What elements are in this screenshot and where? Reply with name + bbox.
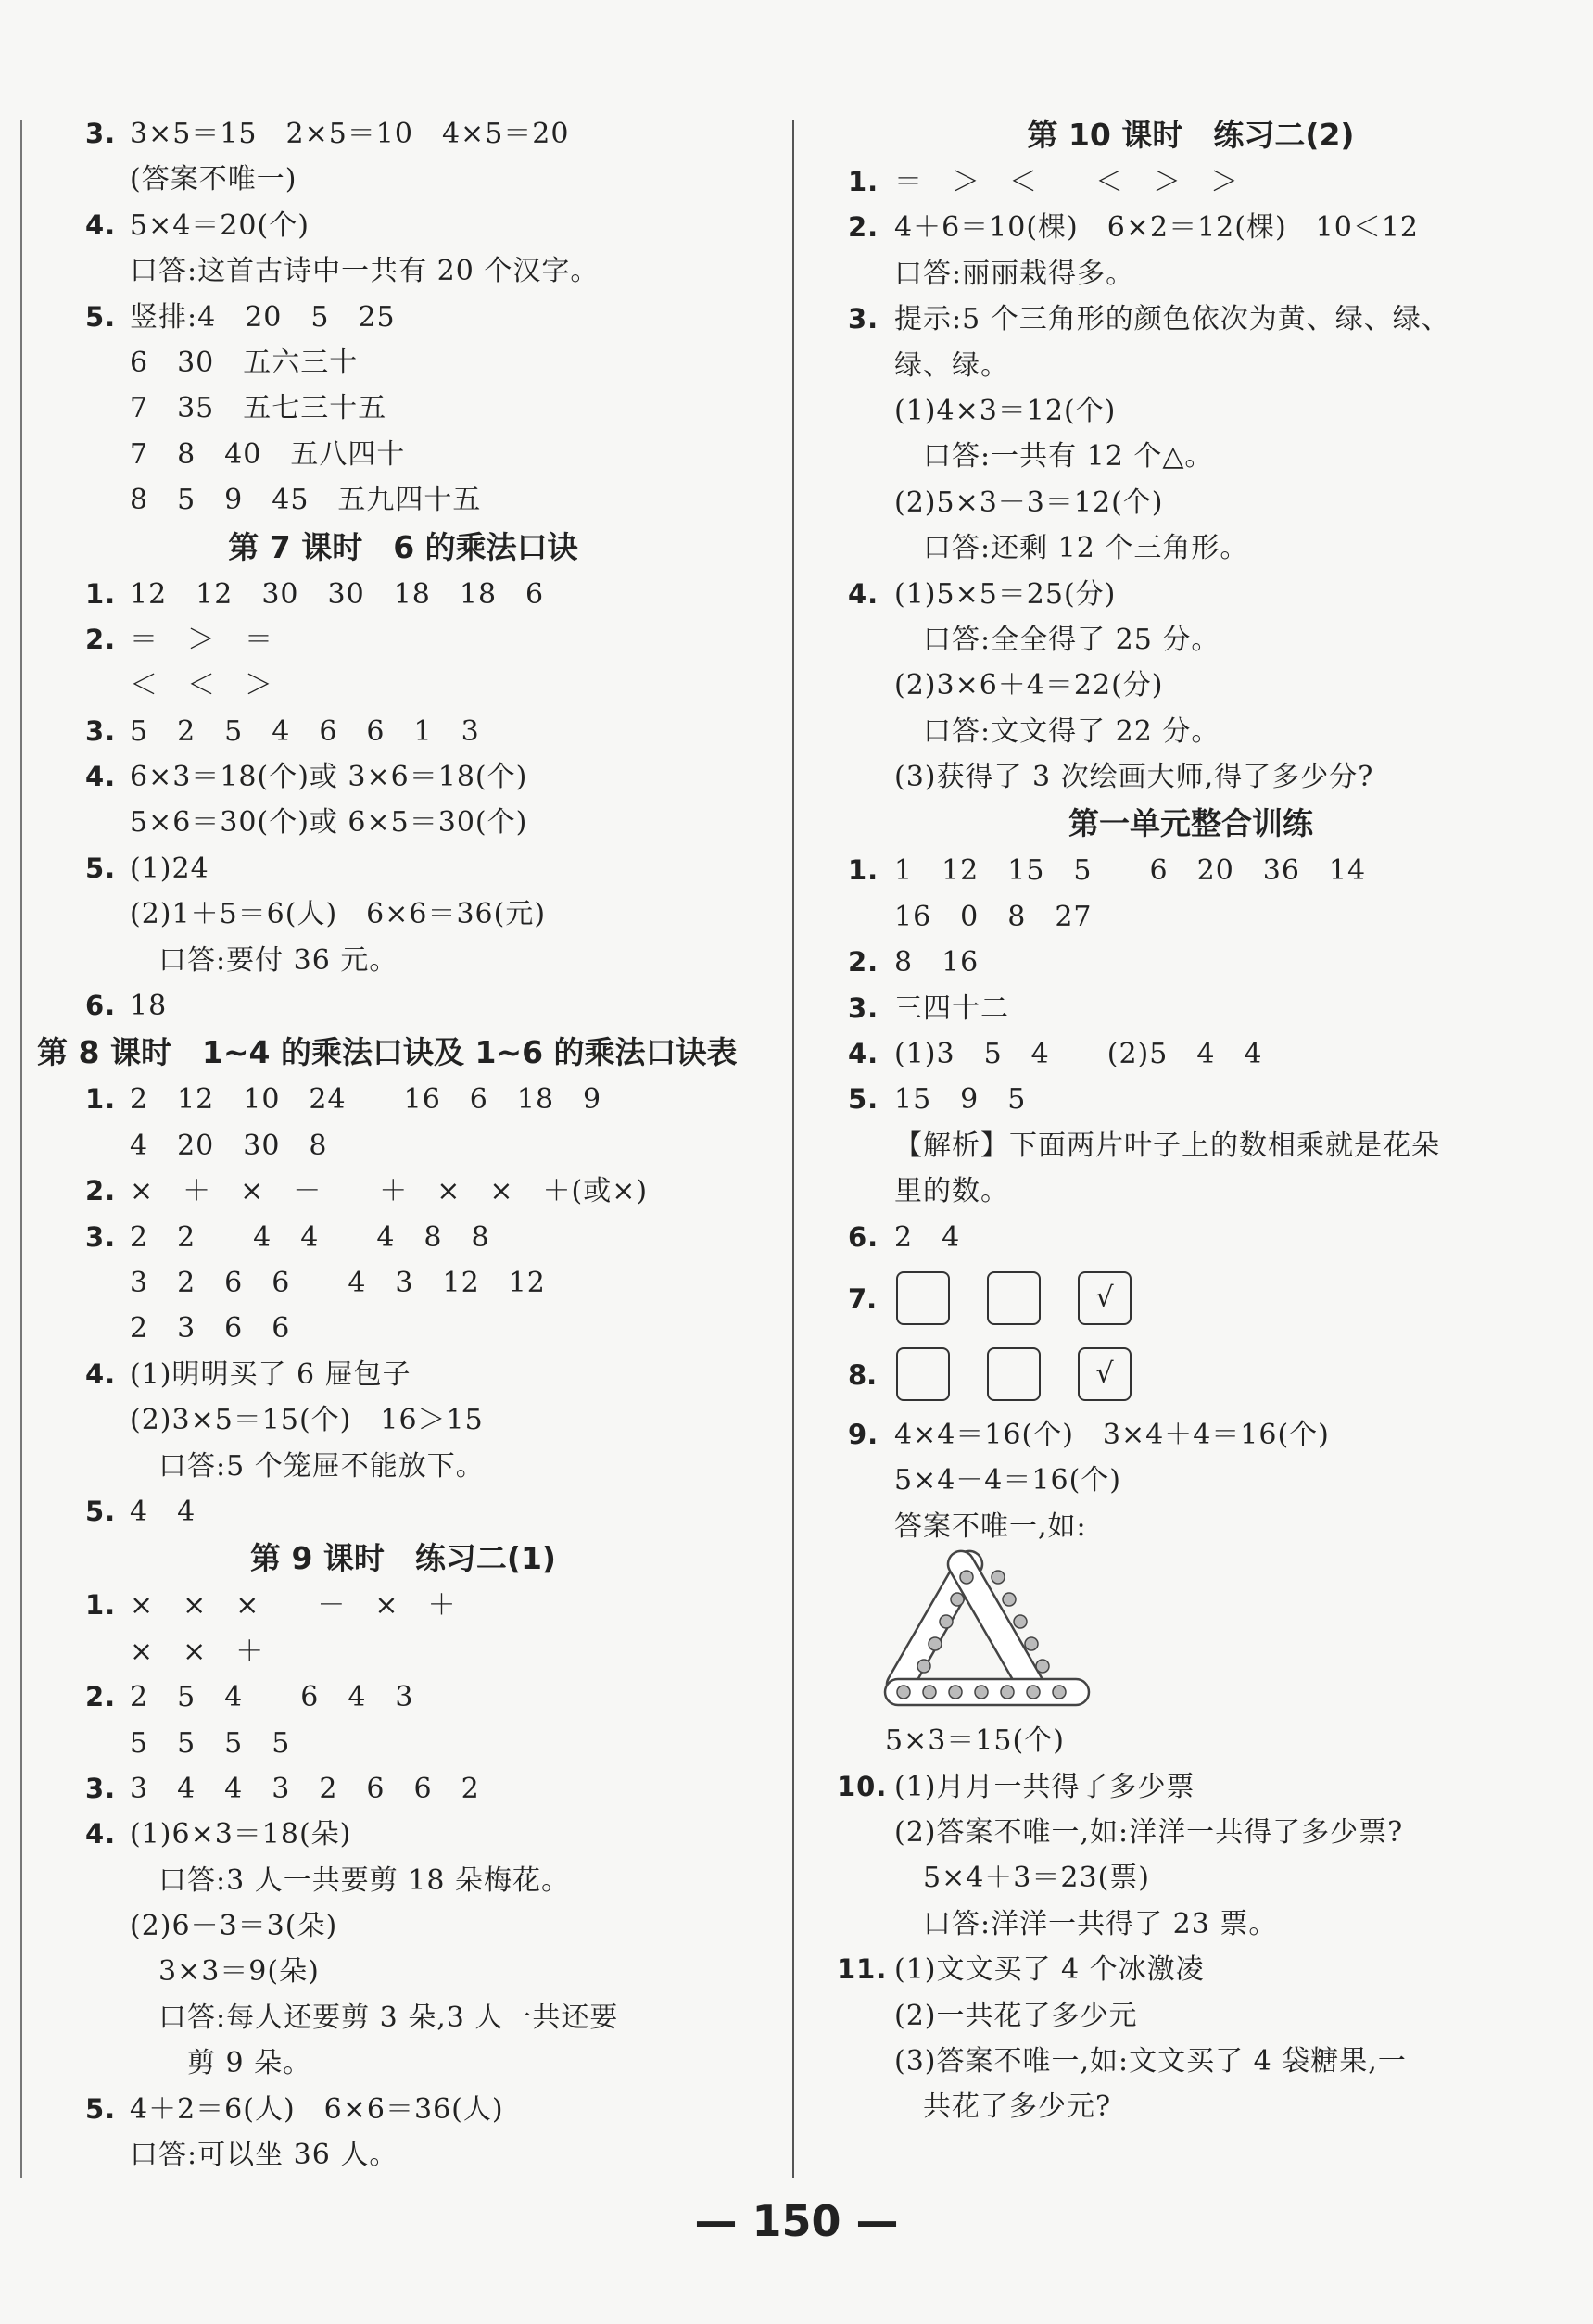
question-number: 2. — [848, 946, 879, 979]
question-number: 6. — [85, 990, 117, 1022]
answer-line — [37, 1903, 769, 1949]
answer-line — [820, 1855, 1561, 1901]
answer-line — [820, 297, 1561, 342]
answer-text: 5×4＋3＝23(票) — [894, 1862, 1150, 1895]
answer-text: (2)5×3－3＝12(个) — [894, 486, 1164, 519]
answer-line — [820, 480, 1561, 525]
question-number: 2. — [85, 1175, 117, 1207]
answer-text: (2)1＋5＝6(人) 6×6＝36(元) — [130, 898, 547, 931]
answer-text: 3×5＝15 2×5＝10 4×5＝20 — [130, 118, 570, 150]
answer-line — [37, 1812, 769, 1857]
section-title: 第 7 课时 6 的乘法口诀 — [228, 528, 578, 565]
answer-line — [820, 617, 1561, 663]
answer-text: 3 4 4 3 2 6 6 2 — [130, 1772, 480, 1805]
answer-text: × ＋ × － ＋ × × ＋(或×) — [130, 1175, 649, 1208]
answer-line — [820, 1764, 1561, 1810]
question-number: 3. — [848, 303, 879, 335]
question-number: 2. — [85, 623, 117, 655]
answer-text: 5×3＝15(个) — [885, 1724, 1065, 1758]
answer-line — [37, 340, 769, 385]
answer-line — [37, 800, 769, 845]
question-number: 1. — [85, 1083, 117, 1116]
answer-line — [37, 983, 769, 1029]
answer-line — [820, 986, 1561, 1031]
answer-text: 绿、绿。 — [894, 348, 1009, 382]
answer-line — [820, 663, 1561, 708]
section-title: 第 10 课时 练习二(2) — [1027, 117, 1355, 153]
answer-line — [37, 1397, 769, 1443]
answer-text: 共花了多少元? — [894, 2090, 1112, 2124]
answer-line — [37, 1260, 769, 1306]
answer-line — [820, 2084, 1561, 2129]
answer-text: 3×3＝9(朵) — [130, 1955, 320, 1989]
answer-line — [37, 1949, 769, 1994]
answer-line — [37, 157, 769, 202]
question-number: 11. — [837, 1953, 888, 1986]
answer-text: (2)一共花了多少元 — [894, 1999, 1138, 2032]
answer-line — [37, 203, 769, 248]
answer-line — [820, 205, 1561, 250]
answer-text: 2 2 4 4 4 8 8 — [130, 1220, 490, 1254]
answer-text: ＝ ＞ ＜ ＜ ＞ ＞ — [894, 166, 1239, 198]
answer-text: 12 12 30 30 18 18 6 — [130, 577, 545, 611]
answer-text: (1)24 — [130, 852, 209, 885]
answer-text: 8 16 — [894, 946, 980, 979]
answer-text: 口答:5 个笼屉不能放下。 — [130, 1449, 485, 1483]
answer-text: 15 9 5 — [894, 1083, 1027, 1117]
answer-text: 2 3 6 6 — [130, 1312, 291, 1345]
answer-text: 2 12 10 24 16 6 18 9 — [130, 1083, 602, 1117]
stick-triangle-figure — [820, 1549, 1561, 1718]
answer-text: (1)3 5 4 (2)5 4 4 — [894, 1038, 1263, 1071]
question-number: 4. — [848, 577, 879, 610]
answer-line — [820, 1077, 1561, 1122]
answer-text: 口答:洋洋一共得了 23 票。 — [894, 1907, 1278, 1940]
answer-line — [37, 1077, 769, 1122]
left-column — [37, 111, 769, 2178]
answer-line — [820, 1412, 1561, 1458]
answer-text: (1)4×3＝12(个) — [894, 394, 1117, 427]
answer-line — [820, 1947, 1561, 1992]
answer-text: 口答:这首古诗中一共有 20 个汉字。 — [130, 255, 600, 288]
question-number: 6. — [848, 1220, 879, 1253]
answer-line — [820, 1901, 1561, 1947]
answer-text: 4＋2＝6(人) 6×6＝36(人) — [130, 2092, 504, 2126]
question-number: 5. — [848, 1083, 879, 1116]
answer-line — [37, 1168, 769, 1214]
answer-text: 6×3＝18(个)或 3×6＝18(个) — [130, 761, 528, 794]
answer-line — [37, 385, 769, 431]
answer-text: ＝ ＞ ＝ — [130, 623, 273, 656]
answer-text: (答案不唯一) — [130, 163, 297, 196]
answer-line — [37, 1721, 769, 1766]
question-number: 5. — [85, 852, 117, 884]
answer-line — [820, 1123, 1561, 1168]
answer-line — [820, 343, 1561, 388]
answer-line — [820, 1810, 1561, 1855]
answer-line — [37, 1489, 769, 1535]
question-number: 1. — [85, 577, 117, 610]
answer-line — [37, 111, 769, 157]
question-number: 10. — [837, 1770, 888, 1802]
answer-line — [820, 1168, 1561, 1214]
question-number: 7. — [848, 1282, 878, 1315]
answer-line — [820, 754, 1561, 800]
answer-line — [820, 1718, 1561, 1763]
answer-line — [37, 1444, 769, 1489]
question-number: 4. — [848, 1038, 879, 1070]
answer-text: 2 5 4 6 4 3 — [130, 1681, 414, 1714]
question-number: 3. — [848, 991, 879, 1024]
question-number: 5. — [85, 1495, 117, 1527]
answer-text: 口答:每人还要剪 3 朵,3 人一共还要 — [130, 2001, 619, 2034]
question-number: 2. — [85, 1681, 117, 1713]
question-number: 4. — [85, 1358, 117, 1390]
page-number: — 150 — — [694, 2196, 899, 2246]
answer-text: 7 8 40 五八四十 — [130, 437, 406, 471]
section-title: 第 9 课时 练习二(1) — [249, 1540, 557, 1577]
answer-text: 8 5 9 45 五九四十五 — [130, 484, 482, 517]
answer-text: 口答:丽丽栽得多。 — [894, 257, 1135, 290]
answer-line — [820, 1458, 1561, 1503]
question-number: 4. — [85, 208, 117, 241]
answer-text: (3)答案不唯一,如:文文买了 4 袋糖果,一 — [894, 2044, 1407, 2078]
answer-line — [820, 894, 1561, 940]
answer-line — [37, 754, 769, 800]
answer-text: 口答:可以坐 36 人。 — [130, 2139, 398, 2172]
answer-line — [820, 434, 1561, 479]
answer-text: (1)5×5＝25(分) — [894, 577, 1117, 611]
answer-line — [37, 938, 769, 983]
answer-line — [37, 248, 769, 294]
question-number: 3. — [85, 118, 117, 149]
answer-text: 答案不唯一,如: — [894, 1509, 1087, 1543]
answer-text: ＜ ＜ ＞ — [130, 669, 273, 702]
answer-box: √ — [1078, 1271, 1132, 1325]
section-title: 第一单元整合训练 — [1068, 805, 1313, 842]
answer-box — [896, 1271, 950, 1325]
answer-text: (1)明明买了 6 屉包子 — [130, 1358, 411, 1391]
answer-text: 4 20 30 8 — [130, 1129, 328, 1162]
answer-line — [37, 1583, 769, 1628]
answer-line — [820, 2039, 1561, 2084]
answer-text: 4＋6＝10(棵) 6×2＝12(棵) 10＜12 — [894, 211, 1419, 245]
stick-triangle-icon — [876, 1549, 1098, 1716]
answer-box: √ — [1078, 1347, 1132, 1401]
answer-text: 2 4 — [894, 1220, 961, 1254]
answer-text: 18 — [130, 990, 168, 1023]
answer-line — [37, 432, 769, 477]
answer-text: 口答:文文得了 22 分。 — [894, 714, 1220, 748]
question-number: 9. — [848, 1418, 879, 1450]
answer-text: (2)答案不唯一,如:洋洋一共得了多少票? — [894, 1815, 1404, 1849]
answer-line — [37, 1123, 769, 1168]
answer-line — [37, 1352, 769, 1397]
answer-line — [820, 251, 1561, 297]
answer-text: × × ＋ — [130, 1635, 265, 1668]
answer-text: 7 35 五七三十五 — [130, 392, 387, 425]
answer-text: 5 5 5 5 — [130, 1726, 291, 1760]
answer-text: 5 2 5 4 6 6 1 3 — [130, 714, 480, 748]
answer-text: 【解析】下面两片叶子上的数相乘就是花朵 — [894, 1129, 1440, 1162]
answer-text: 5×4－4＝16(个) — [894, 1464, 1121, 1497]
answer-text: 1 12 15 5 6 20 36 14 — [894, 854, 1367, 888]
answer-line — [37, 1995, 769, 2040]
answer-text: 5×4＝20(个) — [130, 208, 310, 242]
answer-line — [37, 846, 769, 891]
answer-line — [37, 1215, 769, 1260]
answer-line — [37, 891, 769, 937]
answer-line — [820, 159, 1561, 205]
answer-text: 三四十二 — [894, 991, 1009, 1025]
answer-text: 3 2 6 6 4 3 12 12 — [130, 1266, 546, 1299]
answer-text: (1)文文买了 4 个冰激凌 — [894, 1953, 1205, 1987]
question-number: 4. — [85, 761, 117, 793]
question-number: 2. — [848, 211, 879, 244]
answer-line — [37, 663, 769, 708]
answer-line — [37, 617, 769, 663]
question-number: 1. — [848, 854, 879, 887]
answer-line — [37, 1629, 769, 1674]
answer-text: 里的数。 — [894, 1175, 1009, 1208]
answer-line — [820, 848, 1561, 893]
answer-text: 5×6＝30(个)或 6×5＝30(个) — [130, 806, 528, 840]
question-number: 5. — [85, 2092, 117, 2125]
answer-line — [820, 1215, 1561, 1260]
checkbox-row — [820, 1336, 1561, 1412]
answer-line — [37, 295, 769, 340]
answer-line — [37, 2132, 769, 2178]
answer-line — [820, 1031, 1561, 1077]
answer-line — [820, 1993, 1561, 2039]
section-title: 第 8 课时 1~4 的乘法口诀及 1~6 的乘法口诀表 — [37, 1034, 738, 1071]
answer-text: (2)3×5＝15(个) 16＞15 — [130, 1404, 484, 1437]
answer-text: 口答:要付 36 元。 — [130, 943, 398, 977]
answer-text: 剪 9 朵。 — [130, 2047, 312, 2080]
answer-line — [820, 709, 1561, 754]
answer-line — [37, 572, 769, 617]
answer-line — [820, 1504, 1561, 1549]
answer-line — [37, 1858, 769, 1903]
answer-text: 4×4＝16(个) 3×4＋4＝16(个) — [894, 1418, 1330, 1451]
answer-text: 6 30 五六三十 — [130, 346, 359, 379]
answer-line — [37, 1766, 769, 1812]
question-number: 1. — [85, 1589, 117, 1622]
question-number: 4. — [85, 1818, 117, 1850]
answer-text: (1)6×3＝18(朵) — [130, 1818, 352, 1851]
answer-text: 口答:还剩 12 个三角形。 — [894, 532, 1249, 565]
answer-text: 口答:3 人一共要剪 18 朵梅花。 — [130, 1863, 570, 1897]
answer-text: 提示:5 个三角形的颜色依次为黄、绿、绿、 — [894, 303, 1450, 336]
answer-line — [820, 388, 1561, 434]
answer-line — [37, 2087, 769, 2132]
answer-text: 口答:全全得了 25 分。 — [894, 623, 1220, 656]
answer-text: (1)月月一共得了多少票 — [894, 1770, 1195, 1803]
answer-text: (3)获得了 3 次绘画大师,得了多少分? — [894, 761, 1374, 794]
question-number: 8. — [848, 1358, 878, 1391]
answer-line — [820, 525, 1561, 571]
checkbox-row — [820, 1260, 1561, 1336]
answer-line — [820, 940, 1561, 985]
answer-line — [37, 709, 769, 754]
answer-line — [37, 477, 769, 523]
question-number: 5. — [85, 300, 117, 333]
question-number: 3. — [85, 714, 117, 747]
answer-line — [37, 1674, 769, 1720]
answer-text: (2)6－3＝3(朵) — [130, 1910, 338, 1943]
question-number: 1. — [848, 166, 879, 197]
answer-box — [987, 1271, 1041, 1325]
answer-text: × × × － × ＋ — [130, 1589, 457, 1623]
answer-line — [37, 2040, 769, 2086]
answer-text: 竖排:4 20 5 25 — [130, 300, 396, 334]
left-margin-rule — [20, 120, 22, 2178]
answer-text: 4 4 — [130, 1495, 196, 1528]
answer-line — [37, 1306, 769, 1351]
right-column — [820, 111, 1561, 2130]
answer-text: (2)3×6＋4＝22(分) — [894, 669, 1164, 702]
answer-line — [820, 572, 1561, 617]
answer-box — [987, 1347, 1041, 1401]
question-number: 3. — [85, 1220, 117, 1253]
answer-text: 16 0 8 27 — [894, 900, 1093, 933]
answer-box — [896, 1347, 950, 1401]
question-number: 3. — [85, 1772, 117, 1804]
answer-text: 口答:一共有 12 个△。 — [894, 440, 1214, 474]
column-divider — [792, 120, 794, 2178]
